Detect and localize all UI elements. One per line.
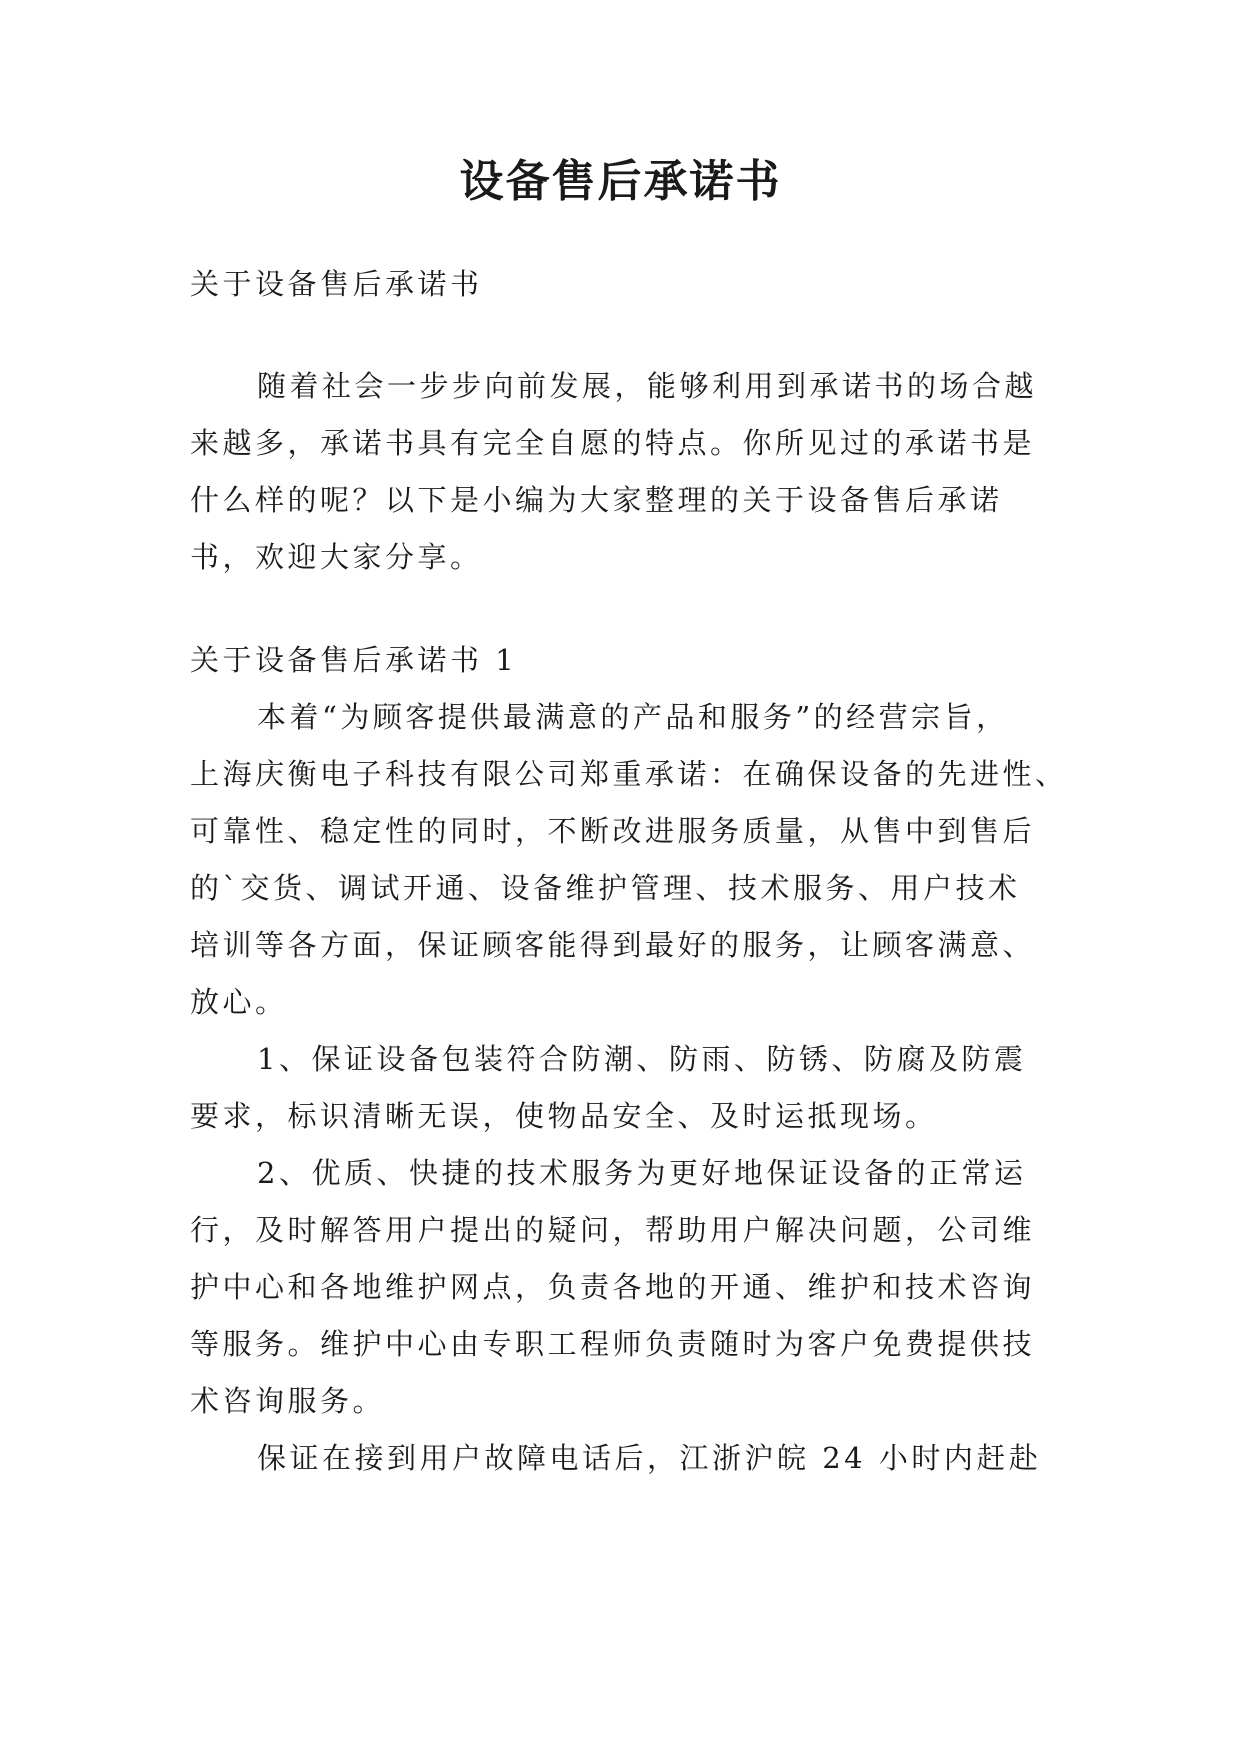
body-line-5: 培训等各方面，保证顾客能得到最好的服务，让顾客满意、 [190, 928, 1036, 962]
item1-line-2: 要求，标识清晰无误，使物品安全、及时运抵现场。 [190, 1099, 938, 1133]
body-line-1: 本着“为顾客提供最满意的产品和服务”的经营宗旨， [257, 700, 1009, 734]
section-heading: 关于设备售后承诺书 1 [190, 643, 518, 677]
body-line-4: 的`交货、调试开通、设备维护管理、技术服务、用户技术 [190, 871, 1021, 905]
item1-line-1: 1、保证设备包装符合防潮、防雨、防锈、防腐及防震 [257, 1042, 1027, 1076]
document-title: 设备售后承诺书 [459, 156, 782, 207]
subtitle-line: 关于设备售后承诺书 [190, 267, 483, 301]
item2-line-1: 2、优质、快捷的技术服务为更好地保证设备的正常运 [257, 1156, 1027, 1190]
item2-line-5: 术咨询服务。 [190, 1384, 386, 1418]
item2-line-4: 等服务。维护中心由专职工程师负责随时为客户免费提供技 [190, 1327, 1036, 1361]
item2-line-3: 护中心和各地维护网点，负责各地的开通、维护和技术咨询 [190, 1270, 1036, 1304]
body-line-2: 上海庆衡电子科技有限公司郑重承诺：在确保设备的先进性、 [190, 757, 1068, 791]
intro-line-2: 来越多，承诺书具有完全自愿的特点。你所见过的承诺书是 [190, 426, 1036, 460]
intro-line-3: 什么样的呢？以下是小编为大家整理的关于设备售后承诺 [190, 483, 1003, 517]
body-line-6: 放心。 [190, 985, 288, 1019]
body-line-3: 可靠性、稳定性的同时，不断改进服务质量，从售中到售后 [190, 814, 1036, 848]
intro-line-1: 随着社会一步步向前发展，能够利用到承诺书的场合越 [257, 369, 1038, 403]
guarantee-line-1: 保证在接到用户故障电话后，江浙沪皖 24 小时内赶赴 [257, 1441, 1042, 1475]
item2-line-2: 行，及时解答用户提出的疑问，帮助用户解决问题，公司维 [190, 1213, 1036, 1247]
intro-line-4: 书，欢迎大家分享。 [190, 540, 483, 574]
